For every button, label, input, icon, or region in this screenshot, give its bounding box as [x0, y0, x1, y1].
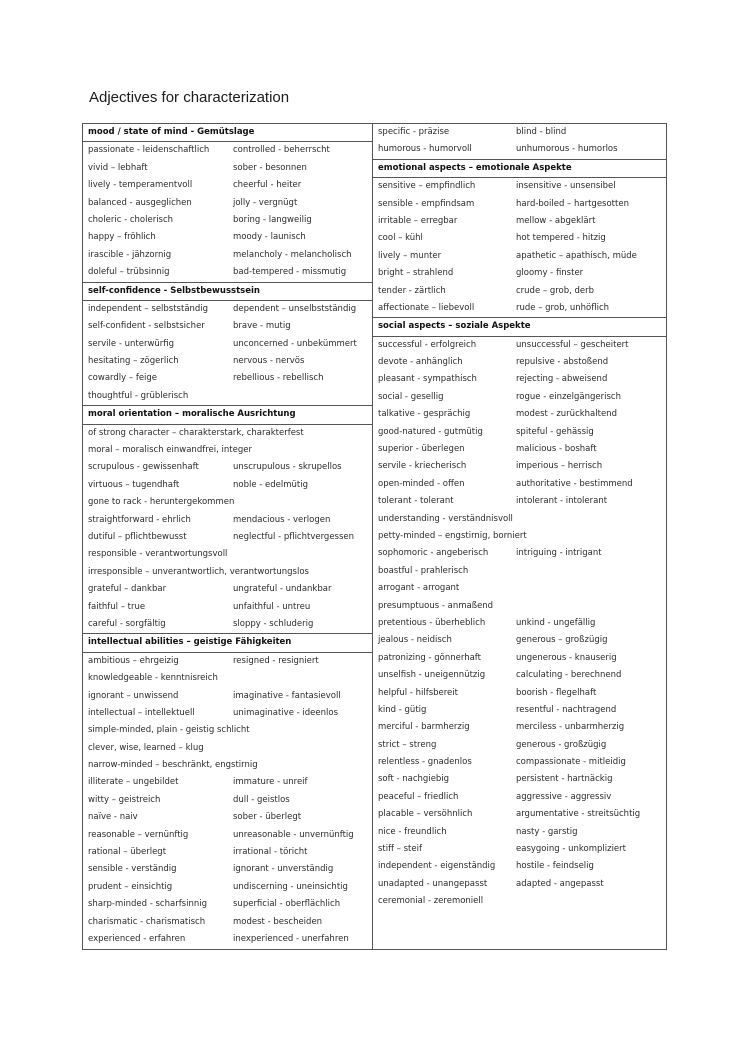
adjective-pair-opposite: apathetic – apathisch, müde: [516, 250, 637, 261]
adjective-row: [83, 616, 372, 633]
adjective-row: [83, 459, 372, 476]
adjective-row: [83, 318, 372, 335]
adjective-pair-opposite: compassionate - mitleidig: [516, 757, 626, 768]
adjective-row: [83, 564, 372, 581]
adjective-row: [373, 424, 666, 441]
adjective-pair-opposite: spiteful - gehässig: [516, 426, 594, 437]
adjective-pair: bright – strahlend: [378, 268, 454, 279]
adjective-pair-opposite: superficial - oberflächlich: [233, 899, 341, 910]
adjective-row: [373, 230, 666, 247]
adjective-row: [373, 248, 666, 265]
adjective-pair: unselfish - uneigennützig: [378, 670, 486, 681]
adjective-pair: intellectual – intellektuell: [88, 707, 195, 718]
adjective-pair-opposite: unscrupulous - skrupellos: [233, 462, 342, 473]
adjective-row: [373, 598, 666, 615]
adjective-pair: servile - unterwürfig: [88, 338, 175, 349]
adjective-pair: cool – kühl: [378, 233, 423, 244]
adjective-pair: helpful - hilfsbereit: [378, 687, 458, 698]
adjective-row: [373, 528, 666, 545]
adjective-row: [83, 160, 372, 177]
adjective-row: [83, 581, 372, 598]
adjective-pair-opposite: ungenerous - knauserig: [516, 652, 617, 663]
adjective-pair-opposite: gloomy - finster: [516, 268, 584, 279]
section-heading-text: moral orientation – moralische Ausrichtung: [88, 409, 296, 420]
section-heading-text: social aspects – soziale Aspekte: [378, 321, 531, 332]
adjective-pair: responsible - verantwortungsvoll: [88, 549, 228, 560]
adjective-pair: affectionate – liebevoll: [378, 302, 475, 313]
adjective-pair-opposite: calculating - berechnend: [516, 670, 622, 681]
adjective-row: [373, 737, 666, 754]
adjective-pair-opposite: immature - unreif: [233, 777, 308, 788]
adjective-row: [373, 719, 666, 736]
section-heading: [83, 405, 372, 424]
adjective-pair: naïve - naiv: [88, 812, 138, 823]
adjective-pair-opposite: hot tempered - hitzig: [516, 233, 606, 244]
adjective-row: [83, 529, 372, 546]
adjective-pair-opposite: aggressive - aggressiv: [516, 791, 612, 802]
adjective-row: [373, 841, 666, 858]
adjective-pair: rational – überlegt: [88, 847, 167, 858]
adjective-row: [373, 858, 666, 875]
adjective-row: [373, 632, 666, 649]
adjective-row: [83, 494, 372, 511]
adjective-pair: ignorant – unwissend: [88, 690, 179, 701]
left-column: [83, 124, 372, 948]
adjective-pair: presumptuous - anmaßend: [378, 600, 494, 611]
adjective-pair-opposite: generous - großzügig: [516, 739, 607, 750]
adjective-pair: specific - präzise: [378, 127, 450, 137]
adjective-pair: talkative - gesprächig: [378, 409, 471, 420]
adjective-pair: stiff – steif: [378, 844, 422, 855]
adjective-pair: boastful - prahlerisch: [378, 565, 469, 576]
adjective-pair-opposite: boring - langweilig: [233, 214, 312, 225]
adjective-pair-opposite: unkind - ungefällig: [516, 617, 596, 628]
adjective-pair: lively - temperamentvoll: [88, 180, 193, 191]
adjective-row: [373, 476, 666, 493]
adjective-pair-opposite: intriguing - intrigant: [516, 548, 602, 559]
adjective-pair-opposite: imperious – herrisch: [516, 461, 603, 472]
adjective-pair: petty-minded – engstirnig, borniert: [378, 530, 527, 541]
adjective-pair-opposite: imaginative - fantasievoll: [233, 690, 341, 701]
adjective-pair: nice - freundlich: [378, 826, 447, 837]
adjective-row: [83, 670, 372, 687]
adjective-pair-opposite: repulsive - abstoßend: [516, 357, 609, 368]
adjective-pair-opposite: easygoing - unkompliziert: [516, 844, 626, 855]
adjective-pair-opposite: generous – großzügig: [516, 635, 608, 646]
adjective-row: [373, 685, 666, 702]
adjective-pair-opposite: noble - edelmütig: [233, 479, 309, 490]
adjective-pair-opposite: undiscerning - uneinsichtig: [233, 881, 348, 892]
adjective-row: [373, 615, 666, 632]
adjective-pair: witty – geistreich: [88, 794, 161, 805]
adjective-pair-opposite: rude – grob, unhöflich: [516, 302, 610, 313]
adjective-pair: tolerant - tolerant: [378, 496, 454, 507]
adjective-pair: devote - anhänglich: [378, 357, 463, 368]
section-heading-text: mood / state of mind - Gemütslage: [88, 127, 255, 137]
adjective-pair-opposite: unconcerned - unbekümmert: [233, 338, 357, 349]
adjective-pair: balanced - ausgeglichen: [88, 197, 192, 208]
adjective-row: [83, 792, 372, 809]
adjective-row: [373, 806, 666, 823]
adjective-pair-opposite: hard-boiled – hartgesotten: [516, 198, 629, 209]
adjective-row: [373, 141, 666, 158]
adjective-pair: understanding - verständnisvoll: [378, 513, 513, 524]
adjective-row: [373, 789, 666, 806]
adjective-row: [83, 353, 372, 370]
adjective-row: [373, 580, 666, 597]
adjective-pair: dutiful – pflichtbewusst: [88, 531, 187, 542]
adjective-pair: straightforward - ehrlich: [88, 514, 191, 525]
adjective-pair-opposite: unsuccessful – gescheitert: [516, 339, 629, 350]
adjective-row: [83, 844, 372, 861]
adjective-row: [373, 563, 666, 580]
adjective-pair: experienced - erfahren: [88, 933, 186, 944]
adjective-pair: sensible - empfindsam: [378, 198, 475, 209]
adjective-row: [83, 653, 372, 670]
adjective-pair-opposite: crude – grob, derb: [516, 285, 595, 296]
adjective-pair-opposite: merciless - unbarmherzig: [516, 722, 625, 733]
adjective-pair: simple-minded, plain - geistig schlicht: [88, 725, 250, 736]
adjective-pair: prudent – einsichtig: [88, 881, 173, 892]
adjective-pair: passionate - leidenschaftlich: [88, 145, 210, 156]
adjective-pair-opposite: unfaithful - untreu: [233, 601, 311, 612]
section-heading-text: intellectual abilities – geistige Fähigkeiten: [88, 637, 292, 648]
adjective-pair: faithful – true: [88, 601, 146, 612]
adjective-pair-opposite: malicious - boshaft: [516, 444, 597, 455]
adjective-pair: jealous - neidisch: [378, 635, 452, 646]
adjective-pair-opposite: rejecting - abweisend: [516, 374, 608, 385]
adjective-pair-opposite: ungrateful - undankbar: [233, 584, 332, 595]
section-heading-text: emotional aspects – emotionale Aspekte: [378, 162, 572, 173]
adjective-row: [373, 893, 666, 910]
adjective-pair-opposite: modest - bescheiden: [233, 916, 323, 927]
adjective-row: [83, 599, 372, 616]
adjective-pair-opposite: bad-tempered - missmutig: [233, 267, 347, 278]
adjective-pair-opposite: inexperienced - unerfahren: [233, 933, 349, 944]
adjective-pair: relentless - gnadenlos: [378, 757, 472, 768]
adjective-pair: pretentious - überheblich: [378, 617, 486, 628]
adjective-row: [83, 931, 372, 948]
adjective-row: [83, 809, 372, 826]
adjective-row: [83, 229, 372, 246]
right-column: [373, 124, 666, 911]
adjective-pair: grateful – dankbar: [88, 584, 167, 595]
adjective-pair-opposite: unhumorous - humorlos: [516, 144, 618, 155]
adjective-pair: successful - erfolgreich: [378, 339, 477, 350]
adjective-pair: ambitious – ehrgeizig: [88, 655, 179, 666]
adjective-row: [83, 247, 372, 264]
adjective-pair-opposite: resentful - nachtragend: [516, 704, 617, 715]
adjective-pair-opposite: resigned - resigniert: [233, 655, 319, 666]
adjective-pair-opposite: hostile - feindselig: [516, 861, 594, 872]
adjective-pair-opposite: blind - blind: [516, 127, 567, 137]
adjective-pair: knowledgeable - kenntnisreich: [88, 673, 218, 684]
adjective-row: [83, 212, 372, 229]
adjective-pair: kind - gütig: [378, 704, 427, 715]
adjective-pair: placable – versöhnlich: [378, 809, 473, 820]
section-heading: [83, 282, 372, 301]
adjective-row: [83, 546, 372, 563]
adjective-row: [83, 774, 372, 791]
adjective-row: [83, 722, 372, 739]
adjective-row: [83, 370, 372, 387]
adjective-pair: patronizing - gönnerhaft: [378, 652, 481, 663]
adjective-pair-opposite: intolerant - intolerant: [516, 496, 608, 507]
adjective-pair-opposite: jolly - vergnügt: [233, 197, 298, 208]
adjective-pair-opposite: ignorant - unverständig: [233, 864, 334, 875]
adjective-row: [373, 511, 666, 528]
adjective-pair: soft - nachgiebig: [378, 774, 450, 785]
adjective-pair: choleric - cholerisch: [88, 214, 174, 225]
adjective-pair-opposite: mendacious - verlogen: [233, 514, 331, 525]
adjective-pair: humorous - humorvoll: [378, 144, 472, 155]
adjective-row: [373, 493, 666, 510]
adjective-row: [373, 178, 666, 195]
adjective-pair-opposite: sober - überlegt: [233, 812, 302, 823]
section-heading: [83, 633, 372, 652]
adjective-pair: scrupulous - gewissenhaft: [88, 462, 199, 473]
adjective-row: [373, 876, 666, 893]
adjective-pair: arrogant - arrogant: [378, 583, 460, 594]
adjective-pair: self-confident - selbstsicher: [88, 321, 205, 332]
adjective-pair: lively – munter: [378, 250, 442, 261]
adjective-row: [83, 264, 372, 281]
adjective-pair: sensitive – empfindlich: [378, 181, 476, 192]
adjective-pair: ceremonial - zeremoniell: [378, 896, 484, 907]
adjective-pair: doleful – trübsinnig: [88, 267, 170, 278]
adjective-pair: clever, wise, learned – klug: [88, 742, 204, 753]
adjective-pair-opposite: cheerful - heiter: [233, 180, 302, 191]
adjective-row: [373, 650, 666, 667]
adjective-pair: irascible - jähzornig: [88, 249, 172, 260]
adjective-pair: peaceful – friedlich: [378, 791, 459, 802]
adjective-row: [83, 740, 372, 757]
adjective-pair: of strong character – charakterstark, charakterfest: [88, 427, 304, 438]
adjective-pair: sharp-minded - scharfsinnig: [88, 899, 208, 910]
section-heading-text: self-confidence - Selbstbewusstsein: [88, 285, 260, 296]
section-heading: [373, 317, 666, 336]
adjective-row: [373, 371, 666, 388]
adjective-pair-opposite: authoritative - bestimmend: [516, 478, 633, 489]
adjective-row: [83, 896, 372, 913]
adjective-pair: open-minded - offen: [378, 478, 465, 489]
adjective-row: [373, 283, 666, 300]
adjective-row: [373, 389, 666, 406]
adjective-pair: independent - eigenständig: [378, 861, 496, 872]
adjective-pair-opposite: modest - zurückhaltend: [516, 409, 617, 420]
adjective-row: [373, 702, 666, 719]
adjective-pair-opposite: insensitive - unsensibel: [516, 181, 616, 192]
adjective-row: [83, 757, 372, 774]
adjective-row: [83, 336, 372, 353]
adjective-pair: social - gesellig: [378, 391, 444, 402]
adjective-pair-opposite: argumentative - streitsüchtig: [516, 809, 641, 820]
adjective-pair-opposite: neglectful - pflichtvergessen: [233, 531, 355, 542]
adjective-pair-opposite: melancholy - melancholisch: [233, 249, 352, 260]
adjective-pair: careful - sorgfältig: [88, 618, 166, 629]
adjective-row: [373, 754, 666, 771]
adjective-row: [83, 388, 372, 405]
adjective-pair: moral – moralisch einwandfrei, integer: [88, 445, 252, 456]
adjective-row: [373, 406, 666, 423]
adjective-table: [82, 123, 667, 950]
adjective-pair: merciful - barmherzig: [378, 722, 470, 733]
page-title: Adjectives for characterization: [89, 89, 290, 106]
adjective-pair: irresponsible – unverantwortlich, verantwortungslos: [88, 566, 309, 577]
adjective-pair-opposite: nasty - garstig: [516, 826, 578, 837]
adjective-pair-opposite: dependent – unselbstständig: [233, 303, 357, 314]
adjective-pair-opposite: adapted - angepasst: [516, 878, 604, 889]
adjective-pair: strict – streng: [378, 739, 437, 750]
adjective-pair: pleasant - sympathisch: [378, 374, 477, 385]
adjective-row: [83, 827, 372, 844]
adjective-pair: independent – selbstständig: [88, 303, 209, 314]
adjective-pair: unadapted - unangepasst: [378, 878, 488, 889]
adjective-pair-opposite: rebellious - rebellisch: [233, 373, 324, 384]
adjective-pair: thoughtful - grüblerisch: [88, 390, 189, 401]
section-heading: [83, 124, 372, 142]
adjective-pair: hesitating – zögerlich: [88, 356, 179, 367]
adjective-row: [373, 545, 666, 562]
adjective-row: [373, 441, 666, 458]
adjective-row: [83, 705, 372, 722]
adjective-row: [83, 195, 372, 212]
adjective-pair-opposite: moody - launisch: [233, 232, 306, 243]
adjective-row: [373, 213, 666, 230]
adjective-row: [373, 337, 666, 354]
adjective-pair: tender - zärtlich: [378, 285, 446, 296]
adjective-pair: superior - überlegen: [378, 444, 465, 455]
adjective-row: [83, 879, 372, 896]
adjective-pair-opposite: nervous - nervös: [233, 356, 305, 367]
adjective-pair: reasonable – vernünftig: [88, 829, 189, 840]
adjective-row: [83, 425, 372, 442]
adjective-pair: charismatic - charismatisch: [88, 916, 206, 927]
adjective-pair-opposite: rogue - einzelgängerisch: [516, 391, 621, 402]
adjective-row: [373, 265, 666, 282]
adjective-pair-opposite: sloppy - schluderig: [233, 618, 314, 629]
adjective-pair-opposite: mellow - abgeklärt: [516, 215, 596, 226]
adjective-pair: sophomoric - angeberisch: [378, 548, 489, 559]
adjective-pair-opposite: irrational - töricht: [233, 847, 308, 858]
adjective-pair: gone to rack - heruntergekommen: [88, 497, 235, 508]
adjective-row: [83, 512, 372, 529]
adjective-row: [83, 442, 372, 459]
section-heading: [373, 159, 666, 178]
adjective-pair: irritable – erregbar: [378, 215, 458, 226]
adjective-row: [373, 300, 666, 317]
adjective-row: [373, 124, 666, 141]
adjective-pair-opposite: unreasonable - unvernünftig: [233, 829, 354, 840]
adjective-row: [373, 458, 666, 475]
adjective-pair: illiterate – ungebildet: [88, 777, 179, 788]
adjective-row: [373, 771, 666, 788]
adjective-row: [373, 196, 666, 213]
adjective-pair-opposite: boorish - flegelhaft: [516, 687, 597, 698]
adjective-row: [373, 667, 666, 684]
adjective-row: [83, 688, 372, 705]
adjective-pair: vivid – lebhaft: [88, 162, 148, 173]
adjective-pair: virtuous – tugendhaft: [88, 479, 180, 490]
adjective-pair-opposite: dull - geistlos: [233, 794, 290, 805]
adjective-row: [83, 477, 372, 494]
adjective-pair-opposite: unimaginative - ideenlos: [233, 707, 338, 718]
adjective-pair-opposite: sober - besonnen: [233, 162, 307, 173]
adjective-row: [373, 824, 666, 841]
adjective-row: [83, 861, 372, 878]
adjective-row: [83, 142, 372, 159]
adjective-row: [83, 301, 372, 318]
adjective-row: [373, 354, 666, 371]
adjective-pair: sensible - verständig: [88, 864, 177, 875]
adjective-pair-opposite: persistent - hartnäckig: [516, 774, 613, 785]
adjective-pair-opposite: brave - mutig: [233, 321, 291, 332]
adjective-pair-opposite: controlled - beherrscht: [233, 145, 330, 156]
adjective-pair: happy – fröhlich: [88, 232, 156, 243]
adjective-pair: servile - kriecherisch: [378, 461, 467, 472]
adjective-pair: cowardly – feige: [88, 373, 158, 384]
adjective-row: [83, 914, 372, 931]
adjective-pair: narrow-minded – beschränkt, engstirnig: [88, 760, 258, 771]
adjective-pair: good-natured - gutmütig: [378, 426, 483, 437]
adjective-row: [83, 177, 372, 194]
